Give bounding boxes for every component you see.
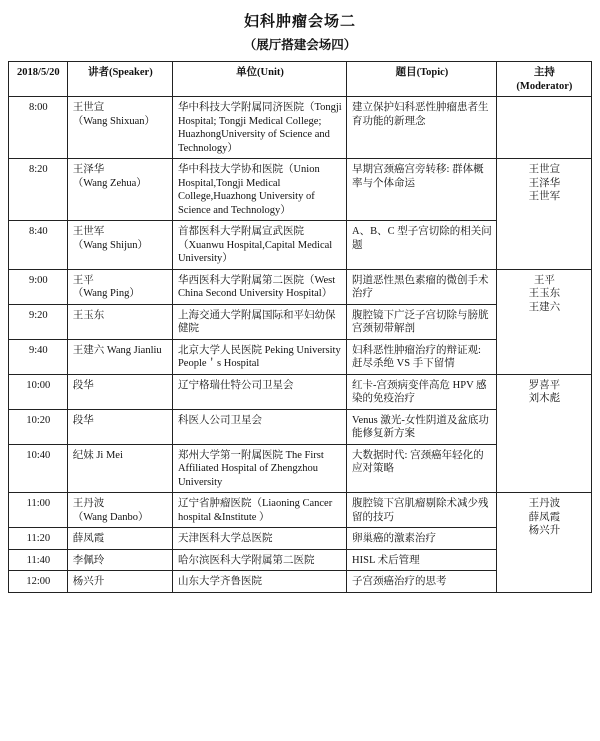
cell-topic: 红卡-宫颈病变伴高危 HPV 感染的免疫治疗	[347, 374, 497, 409]
cell-speaker: 王世军 （Wang Shijun）	[67, 221, 172, 270]
cell-unit: 辽宁省肿瘤医院（Liaoning Cancer hospital &Institute ）	[172, 493, 346, 528]
cell-speaker: 段华	[67, 409, 172, 444]
cell-unit: 首都医科大学附属宣武医院（Xuanwu Hospital,Capital Medical University）	[172, 221, 346, 270]
cell-moderator: 王世宣 王泽华 王世军	[496, 159, 591, 270]
cell-topic: 腹腔镜下宫肌瘤剔除术减少残留的技巧	[347, 493, 497, 528]
cell-time: 9:00	[9, 269, 68, 304]
table-row	[9, 159, 592, 221]
cell-topic: 腹腔镜下广泛子宫切除与膀胱宫颈韧带解剖	[347, 304, 497, 339]
schedule-table	[8, 61, 592, 593]
cell-unit: 山东大学齐鲁医院	[172, 571, 346, 593]
cell-unit: 科医人公司卫星会	[172, 409, 346, 444]
cell-unit: 华中科技大学附属同济医院（Tongji Hospital; Tongji Medical College; HuazhongUniversity of Science and Technology）	[172, 97, 346, 159]
cell-unit: 辽宁格瑞仕特公司卫星会	[172, 374, 346, 409]
cell-time: 12:00	[9, 571, 68, 593]
cell-topic: 阴道恶性黑色素瘤的微创手术治疗	[347, 269, 497, 304]
cell-unit: 华西医科大学附属第二医院（West China Second University Hospital）	[172, 269, 346, 304]
cell-time: 10:20	[9, 409, 68, 444]
page-title: 妇科肿瘤会场二	[243, 14, 356, 30]
table-header-row	[9, 62, 592, 97]
column-header-moderator	[496, 62, 591, 97]
cell-time: 11:40	[9, 549, 68, 571]
cell-speaker: 王平 （Wang Ping）	[67, 269, 172, 304]
column-header-topic: 题目(Topic)	[347, 62, 497, 97]
cell-time: 11:00	[9, 493, 68, 528]
cell-unit: 上海交通大学附属国际和平妇幼保健院	[172, 304, 346, 339]
cell-unit: 哈尔滨医科大学附属第二医院	[172, 549, 346, 571]
cell-speaker: 王世宣 （Wang Shixuan）	[67, 97, 172, 159]
cell-time: 10:40	[9, 444, 68, 493]
cell-speaker: 纪妹 Ji Mei	[67, 444, 172, 493]
table-row	[9, 97, 592, 159]
cell-unit: 天津医科大学总医院	[172, 528, 346, 550]
cell-speaker: 薛凤霞	[67, 528, 172, 550]
table-row	[9, 269, 592, 304]
cell-moderator	[496, 97, 591, 159]
cell-topic: A、B、C 型子宫切除的相关问题	[347, 221, 497, 270]
cell-topic: 大数据时代: 宫颈癌年轻化的应对策略	[347, 444, 497, 493]
column-header-date: 2018/5/20	[9, 62, 68, 97]
table-body	[9, 97, 592, 593]
cell-time: 8:40	[9, 221, 68, 270]
cell-topic: 早期宫颈癌宫旁转移: 群体概率与个体命运	[347, 159, 497, 221]
cell-moderator: 罗喜平 刘木彪	[496, 374, 591, 493]
cell-time: 8:00	[9, 97, 68, 159]
cell-time: 8:20	[9, 159, 68, 221]
cell-speaker: 王玉东	[67, 304, 172, 339]
cell-time: 9:40	[9, 339, 68, 374]
cell-topic: 子宫颈癌治疗的思考	[347, 571, 497, 593]
cell-topic: HISL 术后管理	[347, 549, 497, 571]
column-header-unit: 单位(Unit)	[172, 62, 346, 97]
cell-moderator: 王平 王玉东 王建六	[496, 269, 591, 374]
cell-topic: Venus 激光-女性阴道及盆底功能修复新方案	[347, 409, 497, 444]
cell-moderator: 王丹波 薛凤霞 杨兴升	[496, 493, 591, 593]
table-row	[9, 374, 592, 409]
column-header-moderator-line2: (Moderator)	[516, 80, 573, 92]
cell-speaker: 王泽华 （Wang Zehua）	[67, 159, 172, 221]
cell-time: 9:20	[9, 304, 68, 339]
cell-speaker: 段华	[67, 374, 172, 409]
cell-speaker: 李佩玲	[67, 549, 172, 571]
cell-unit: 北京大学人民医院 Peking University People＇s Hospital	[172, 339, 346, 374]
cell-topic: 妇科恶性肿瘤治疗的辩证观: 赶尽杀绝 VS 手下留情	[347, 339, 497, 374]
table-row	[9, 493, 592, 528]
cell-speaker: 王丹波 （Wang Danbo）	[67, 493, 172, 528]
cell-unit: 郑州大学第一附属医院 The First Affiliated Hospital of Zhengzhou University	[172, 444, 346, 493]
cell-topic: 卵巢癌的激素治疗	[347, 528, 497, 550]
cell-unit: 华中科技大学协和医院（Union Hospital,Tongji Medical College,Huazhong University of Science and Technology）	[172, 159, 346, 221]
column-header-speaker: 讲者(Speaker)	[67, 62, 172, 97]
cell-time: 10:00	[9, 374, 68, 409]
cell-time: 11:20	[9, 528, 68, 550]
page-subtitle: （展厅搭建会场四）	[243, 38, 357, 52]
column-header-moderator-line1: 主持	[533, 67, 555, 78]
cell-speaker: 杨兴升	[67, 571, 172, 593]
cell-topic: 建立保护妇科恶性肿瘤患者生育功能的新理念	[347, 97, 497, 159]
table-header	[9, 62, 592, 97]
cell-speaker: 王建六 Wang Jianliu	[67, 339, 172, 374]
